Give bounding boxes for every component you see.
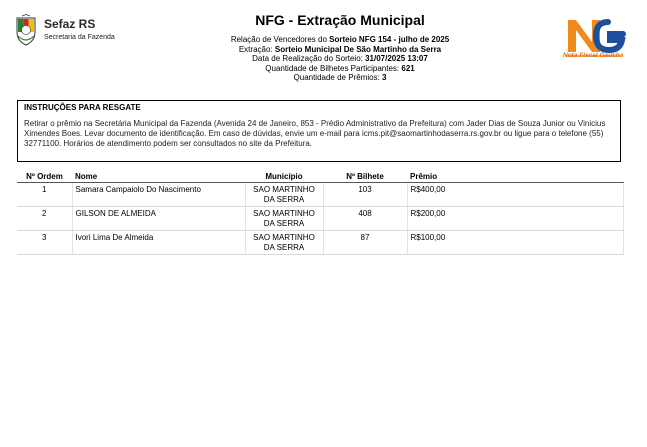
cell-nome: GILSON DE ALMEIDA	[72, 207, 245, 231]
col-header-premio: Prêmio	[407, 170, 623, 183]
cell-premio: R$400,00	[407, 183, 623, 207]
meta-extracao-label: Extração:	[238, 44, 273, 54]
cell-municipio: SAO MARTINHO DA SERRA	[245, 207, 323, 231]
instructions-text: Retirar o prêmio na Secretária Municipal da Fazenda (Avenida 24 de Janeiro, 853 - Prédio Administrativo da Prefeitura) com Jader Dias de Souza Junior ou Vinicius Ximendes Boes. Levar documento de identificação. Em caso de dúvidas, envie um e-mail para icms.pit@saomartinhodaserra.rs.gov.br ou ligue para o telefone (55) 32771100. Horários de atendimento podem ser consultados no site da Prefeitura.	[24, 119, 606, 148]
sefaz-logo	[14, 14, 134, 48]
col-header-bilhete: Nº Bilhete	[323, 170, 407, 183]
meta-data-label: Data de Realização do Sorteio:	[252, 54, 363, 64]
meta-bilhetes	[180, 64, 500, 74]
winners-table	[17, 170, 624, 255]
cell-ordem: 1	[17, 183, 72, 207]
cell-bilhete: 87	[323, 231, 407, 255]
report-header	[0, 0, 647, 90]
table-row	[17, 183, 623, 207]
meta-bilhetes-label: Quantidade de Bilhetes Participantes:	[265, 63, 400, 73]
meta-premios	[180, 73, 500, 83]
org-subtitle: Secretaria da Fazenda	[44, 34, 115, 41]
table-row	[17, 207, 623, 231]
meta-relacao-value: Sorteio NFG 154 - julho de 2025	[329, 35, 450, 44]
instructions-box	[17, 100, 621, 162]
meta-bilhetes-value: 621	[401, 63, 415, 73]
meta-relacao-label: Relação de Vencedores do	[230, 35, 327, 44]
winners-table-container	[17, 170, 623, 255]
report-title-block	[180, 12, 500, 83]
cell-premio: R$200,00	[407, 207, 623, 231]
meta-extracao-value: Sorteio Municipal De São Martinho da Serra	[274, 44, 442, 54]
col-header-nome: Nome	[72, 170, 245, 183]
instructions-title: INSTRUÇÕES PARA RESGATE	[24, 103, 141, 112]
meta-relacao	[180, 35, 500, 45]
table-row	[17, 231, 623, 255]
cell-bilhete: 408	[323, 207, 407, 231]
meta-premios-value: 3	[382, 73, 387, 83]
org-name: Sefaz RS	[44, 17, 96, 31]
brand-caption: Nota Fiscal Gaúcha	[563, 52, 624, 59]
cell-ordem: 3	[17, 231, 72, 255]
cell-municipio: SAO MARTINHO DA SERRA	[245, 231, 323, 255]
meta-extracao	[180, 45, 500, 55]
meta-data	[180, 54, 500, 64]
rs-crest-icon	[14, 14, 38, 46]
page-title: NFG - Extração Municipal	[255, 12, 425, 28]
cell-premio: R$100,00	[407, 231, 623, 255]
col-header-municipio: Município	[245, 170, 323, 183]
cell-bilhete: 103	[323, 183, 407, 207]
col-header-ordem: Nº Ordem	[17, 170, 72, 183]
cell-nome: Ivori Lima De Almeida	[72, 231, 245, 255]
cell-nome: Samara Campaiolo Do Nascimento	[72, 183, 245, 207]
table-header-row	[17, 170, 623, 183]
cell-ordem: 2	[17, 207, 72, 231]
cell-municipio: SAO MARTINHO DA SERRA	[245, 183, 323, 207]
meta-data-value: 31/07/2025 13:07	[365, 54, 428, 64]
meta-premios-label: Quantidade de Prêmios:	[293, 73, 380, 83]
